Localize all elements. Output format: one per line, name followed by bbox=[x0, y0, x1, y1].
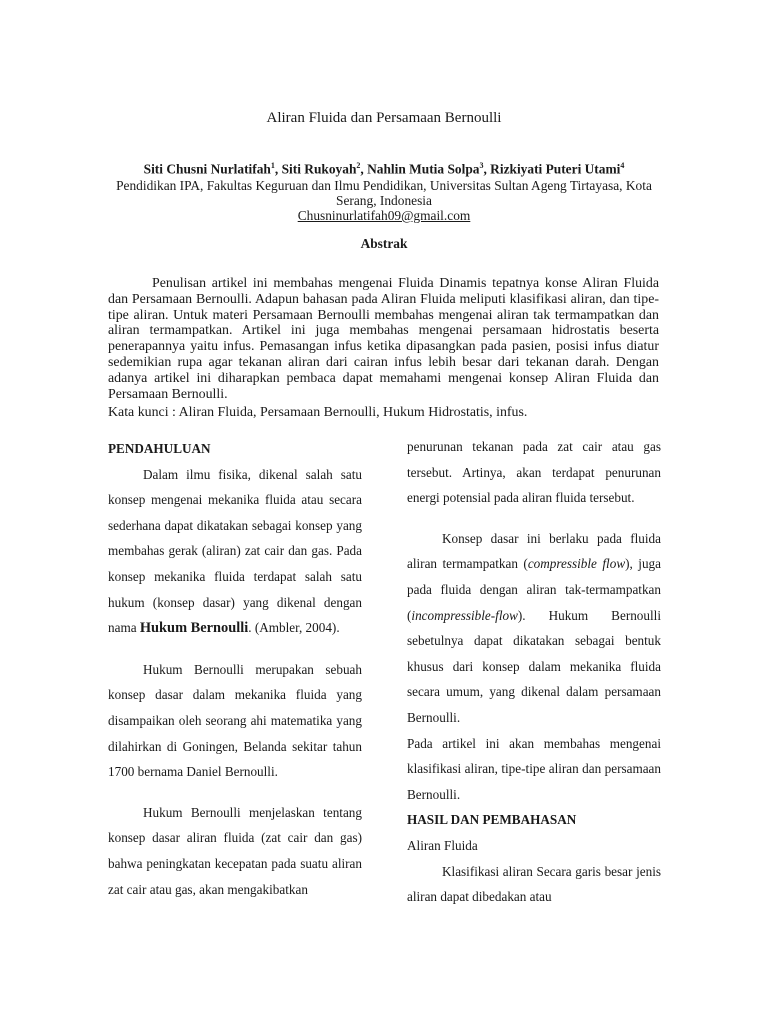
paragraph-text: . (Ambler, 2004). bbox=[248, 620, 340, 636]
section-heading-results: HASIL DAN PEMBAHASAN bbox=[407, 812, 577, 828]
author-email-link[interactable]: Chusninurlatifah09@gmail.com bbox=[297, 208, 471, 223]
emphasis-term: Hukum Bernoulli bbox=[139, 620, 249, 637]
author-affil-mark: 4 bbox=[620, 161, 625, 170]
keywords: Kata kunci : Aliran Fluida, Persamaan Bernoulli, Hukum Hidrostatis, infus. bbox=[108, 405, 528, 420]
paragraph bbox=[407, 526, 661, 731]
paragraph-text: ), juga pada fluida dengan aliran tak-termampatkan ( bbox=[407, 556, 661, 623]
author-affil-mark: 1 bbox=[270, 161, 275, 170]
author-name: Siti Chusni Nurlatifah bbox=[143, 161, 271, 177]
author-separator: , bbox=[483, 161, 491, 177]
left-column bbox=[108, 436, 362, 902]
affiliation-block bbox=[100, 178, 668, 223]
paragraph: Hukum Bernoulli menjelaskan tentang konsep dasar aliran fluida (zat cair dan gas) bahwa peningkatan kecepatan pada suatu aliran zat cair atau gas, akan mengakibatkan bbox=[108, 804, 362, 897]
paragraph bbox=[108, 462, 362, 642]
author-name: Siti Rukoyah bbox=[281, 161, 357, 177]
author-separator: , bbox=[360, 161, 368, 177]
paragraph: Pada artikel ini akan membahas mengenai klasifikasi aliran, tipe-tipe aliran dan persamaan Bernoulli. bbox=[407, 735, 661, 802]
italic-term: compressible flow bbox=[527, 556, 626, 572]
paragraph-text: ). Hukum Bernoulli sebetulnya dapat dikatakan sebagai bentuk khusus dari konsep dalam mekanika fluida secara umum, yang dikenal dalam persamaan Bernoulli. bbox=[407, 607, 661, 725]
subsection-heading: Aliran Fluida bbox=[407, 837, 478, 853]
author-name: Rizkiyati Puteri Utami bbox=[490, 161, 621, 177]
paragraph-text: Dalam ilmu fisika, dikenal salah satu konsep mengenai mekanika fluida atau secara sederhana dapat dikatakan sebagai konsep yang membahas gerak (aliran) zat cair dan gas. Pada konsep mekanika fluida terdapat salah satu hukum (konsep dasar) yang dikenal dengan nama bbox=[108, 466, 362, 636]
author-name: Nahlin Mutia Solpa bbox=[367, 161, 480, 177]
paragraph-text: Konsep dasar ini berlaku pada fluida aliran termampatkan ( bbox=[407, 530, 661, 572]
paragraph: Hukum Bernoulli merupakan sebuah konsep dasar dalam mekanika fluida yang disampaikan oleh seorang ahi matematika yang dilahirkan di Goningen, Belanda sekitar tahun 1700 bernama Daniel Bernoulli. bbox=[108, 661, 362, 780]
italic-term: incompressible-flow bbox=[411, 607, 518, 623]
paragraph: Klasifikasi aliran Secara garis besar jenis aliran dapat dibedakan atau bbox=[407, 863, 661, 905]
section-heading-introduction: PENDAHULUAN bbox=[108, 441, 211, 456]
author-affil-mark: 3 bbox=[479, 161, 484, 170]
author-affil-mark: 2 bbox=[356, 161, 361, 170]
author-list bbox=[0, 161, 768, 177]
paragraph: penurunan tekanan pada zat cair atau gas tersebut. Artinya, akan terdapat penurunan energi potensial pada aliran fluida tersebut. bbox=[407, 439, 661, 506]
affiliation: Pendidikan IPA, Fakultas Keguruan dan Ilmu Pendidikan, Universitas Sultan Ageng Tirtayasa, Kota Serang, Indonesia bbox=[116, 178, 652, 208]
paper-title: Aliran Fluida dan Persamaan Bernoulli bbox=[266, 110, 502, 126]
author-separator: , bbox=[274, 161, 282, 177]
abstract-heading: Abstrak bbox=[360, 236, 408, 251]
right-column bbox=[407, 434, 661, 910]
abstract-body: Penulisan artikel ini membahas mengenai Fluida Dinamis tepatnya konse Aliran Fluida dan Persamaan Bernoulli. Adapun bahasan pada Aliran Fluida meliputi klasifikasi aliran, dan tipe-tipe aliran. Untuk materi Persamaan Bernoulli membahas mengenai aliran tak termampatkan dan aliran termampatkan. Artikel ini juga membahas mengenai persamaan hidrostatis beserta penerapannya yaitu infus. Pemasangan infus ketika dipasangkan pada pasien, posisi infus diatur sedemikian rupa agar tekanan aliran dari cairan infus lebih besar dari tekanan darah. Dengan adanya artikel ini diharapkan pembaca dapat memahami mengenai konsep Aliran Fluida dan Persamaan Bernoulli. bbox=[108, 276, 659, 402]
